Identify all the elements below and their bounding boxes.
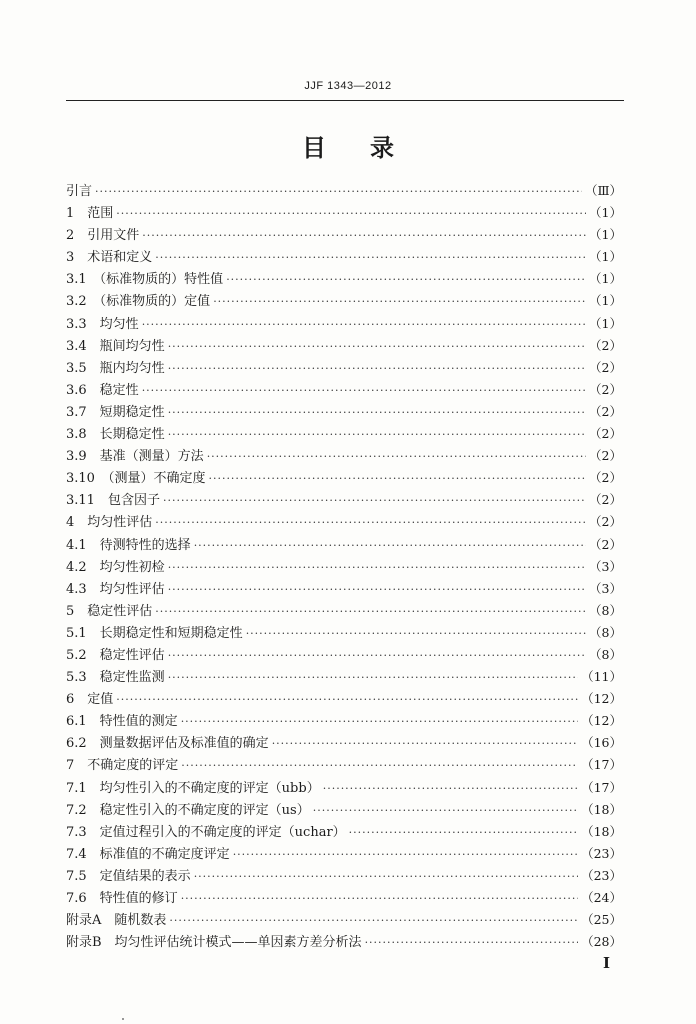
toc-leader-dots xyxy=(365,932,579,954)
toc-entry xyxy=(66,821,622,843)
toc-entry xyxy=(66,556,622,578)
toc-entry xyxy=(66,644,622,666)
toc-entry xyxy=(66,379,622,401)
toc-leader-dots xyxy=(169,910,578,932)
toc-entry xyxy=(66,887,622,909)
toc-entry xyxy=(66,666,622,688)
toc-entry-page: （1） xyxy=(589,271,622,287)
toc-entry xyxy=(66,202,622,224)
header-rule xyxy=(66,100,624,101)
toc-entry xyxy=(66,909,622,931)
toc-entry-title: 7.3 定值过程引入的不确定度的评定（uchar） xyxy=(66,824,346,840)
toc-leader-dots xyxy=(349,822,578,844)
toc-leader-dots xyxy=(168,358,586,380)
toc-entry-page: （28） xyxy=(581,934,622,950)
toc-leader-dots xyxy=(163,490,586,512)
toc-leader-dots xyxy=(168,424,586,446)
toc-entry xyxy=(66,489,622,511)
toc-entry-title: 3.9 基准（测量）方法 xyxy=(66,449,204,465)
toc-leader-dots xyxy=(181,888,578,910)
toc-leader-dots xyxy=(142,225,586,247)
toc-entry-page: （16） xyxy=(581,735,622,751)
toc-entry-title: 3.4 瓶间均匀性 xyxy=(66,338,165,354)
toc-leader-dots xyxy=(194,535,586,557)
toc-entry-page: （1） xyxy=(589,315,622,331)
toc-entry-title: 7.2 稳定性引入的不确定度的评定（us） xyxy=(66,802,310,818)
toc-entry-page: （2） xyxy=(589,536,622,552)
toc-leader-dots xyxy=(313,800,578,822)
page-number: I xyxy=(603,954,611,972)
toc-entry xyxy=(66,622,622,644)
toc-leader-dots xyxy=(155,512,586,534)
toc-entry-title: 7 不确定度的评定 xyxy=(66,758,179,774)
toc-entry-page: （8） xyxy=(589,624,622,640)
toc-entry-page: （2） xyxy=(589,337,622,353)
toc-entry xyxy=(66,290,622,312)
toc-entry-title: 引言 xyxy=(66,184,93,199)
toc-entry-title: 3 术语和定义 xyxy=(66,250,153,266)
toc-entry-page: （12） xyxy=(581,713,622,729)
toc-entry-title: 4.2 均匀性初检 xyxy=(66,559,165,575)
toc-entry-title: 6.1 特性值的测定 xyxy=(66,714,178,730)
toc-entry-title: 6 定值 xyxy=(66,692,114,708)
toc-leader-dots xyxy=(233,844,578,866)
toc-entry-page: （17） xyxy=(581,757,622,773)
toc-entry-title: 3.6 稳定性 xyxy=(66,382,139,398)
toc-entry xyxy=(66,180,622,202)
toc-entry-page: （2） xyxy=(589,492,622,508)
toc-entry-page: （23） xyxy=(581,867,622,883)
toc-entry-page: （24） xyxy=(581,890,622,905)
toc-entry-title: 3.2 （标准物质的）定值 xyxy=(66,294,211,310)
toc-entry xyxy=(66,777,622,799)
toc-entry xyxy=(66,754,622,776)
toc-entry xyxy=(66,732,622,754)
toc-entry-page: （2） xyxy=(589,470,622,486)
toc-entry-page: （2） xyxy=(589,448,622,464)
toc-leader-dots xyxy=(194,866,578,888)
toc-leader-dots xyxy=(168,579,586,601)
toc-entry-title: 2 引用文件 xyxy=(66,228,140,244)
toc-entry xyxy=(66,931,622,953)
toc-entry-page: （11） xyxy=(581,669,622,685)
toc-entry xyxy=(66,865,622,887)
toc-leader-dots xyxy=(168,645,586,667)
toc-entry xyxy=(66,534,622,556)
toc-entry-title: 4 均匀性评估 xyxy=(66,515,153,531)
toc-leader-dots xyxy=(208,468,586,490)
toc-entry-title: 4.1 待测特性的选择 xyxy=(66,537,191,553)
toc-entry-title: 7.4 标准值的不确定度评定 xyxy=(66,846,230,862)
toc-entry-title: 附录B 均匀性评估统计模式——单因素方差分析法 xyxy=(66,935,362,951)
toc-entry-page: （25） xyxy=(581,912,622,928)
toc-leader-dots xyxy=(207,446,586,468)
toc-leader-dots xyxy=(213,291,586,313)
toc-entry xyxy=(66,335,622,357)
toc-entry-page: （1） xyxy=(589,249,622,265)
table-of-contents xyxy=(66,180,622,953)
toc-entry-title: 5 稳定性评估 xyxy=(66,603,153,619)
toc-entry-page: （18） xyxy=(581,823,622,839)
toc-leader-dots xyxy=(168,667,578,689)
toc-entry-page: （2） xyxy=(589,426,622,442)
toc-entry-page: （2） xyxy=(589,403,622,419)
toc-entry xyxy=(66,246,622,268)
document-code: JJF 1343—2012 xyxy=(304,80,392,92)
toc-leader-dots xyxy=(142,314,586,336)
page-title: 目录 xyxy=(302,134,438,162)
toc-leader-dots xyxy=(226,269,586,291)
toc-entry-title: 3.1 （标准物质的）特性值 xyxy=(66,272,224,288)
toc-entry xyxy=(66,843,622,865)
scan-speck xyxy=(122,1018,124,1020)
toc-entry xyxy=(66,467,622,489)
toc-leader-dots xyxy=(168,557,586,579)
toc-entry-title: 7.1 均匀性引入的不确定度的评定（ubb） xyxy=(66,780,320,796)
toc-leader-dots xyxy=(155,247,586,269)
toc-entry xyxy=(66,445,622,467)
toc-entry-title: 5.2 稳定性评估 xyxy=(66,647,165,663)
toc-leader-dots xyxy=(181,711,578,733)
toc-leader-dots xyxy=(142,380,586,402)
toc-entry-title: 6.2 测量数据评估及标准值的确定 xyxy=(66,736,269,752)
toc-entry-title: 5.3 稳定性监测 xyxy=(66,670,165,686)
toc-entry-page: （8） xyxy=(589,602,622,618)
toc-entry-title: 3.11 包含因子 xyxy=(66,493,160,509)
toc-entry-page: （3） xyxy=(589,558,622,574)
toc-leader-dots xyxy=(323,778,578,800)
toc-entry-page: （1） xyxy=(589,293,622,309)
toc-leader-dots xyxy=(168,336,586,358)
toc-entry xyxy=(66,710,622,732)
toc-entry-page: （1） xyxy=(589,205,622,221)
toc-entry-title: 5.1 长期稳定性和短期稳定性 xyxy=(66,625,243,641)
toc-entry-page: （3） xyxy=(589,580,622,596)
toc-entry-page: （12） xyxy=(581,691,622,707)
toc-entry-title: 7.6 特性值的修订 xyxy=(66,891,178,906)
toc-entry xyxy=(66,268,622,290)
toc-entry-page: （23） xyxy=(581,845,622,861)
toc-entry xyxy=(66,799,622,821)
toc-leader-dots xyxy=(168,402,586,424)
toc-entry xyxy=(66,401,622,423)
toc-entry xyxy=(66,578,622,600)
toc-entry-page: （Ⅲ） xyxy=(584,183,622,198)
toc-entry-title: 3.7 短期稳定性 xyxy=(66,404,165,420)
toc-entry xyxy=(66,313,622,335)
toc-leader-dots xyxy=(272,733,578,755)
toc-entry-title: 1 范围 xyxy=(66,206,114,222)
toc-entry-page: （2） xyxy=(589,381,622,397)
toc-entry xyxy=(66,600,622,622)
toc-leader-dots xyxy=(116,203,586,225)
toc-entry-page: （18） xyxy=(581,801,622,817)
toc-entry-title: 3.8 长期稳定性 xyxy=(66,427,165,443)
toc-entry-page: （1） xyxy=(589,227,622,243)
toc-entry xyxy=(66,423,622,445)
toc-leader-dots xyxy=(155,601,586,623)
toc-entry-title: 附录A 随机数表 xyxy=(66,913,167,929)
toc-entry-page: （2） xyxy=(589,514,622,530)
toc-entry xyxy=(66,688,622,710)
toc-entry-page: （2） xyxy=(589,359,622,375)
toc-leader-dots xyxy=(95,181,582,203)
toc-entry-title: 4.3 均匀性评估 xyxy=(66,581,165,597)
toc-entry xyxy=(66,511,622,533)
toc-entry-page: （17） xyxy=(581,779,622,795)
toc-leader-dots xyxy=(246,623,586,645)
toc-leader-dots xyxy=(181,755,578,777)
toc-entry xyxy=(66,357,622,379)
toc-entry-title: 3.3 均匀性 xyxy=(66,316,139,332)
toc-entry-title: 3.10 （测量）不确定度 xyxy=(66,471,206,487)
toc-entry-title: 7.5 定值结果的表示 xyxy=(66,868,191,884)
toc-leader-dots xyxy=(116,689,578,711)
toc-entry-page: （8） xyxy=(589,646,622,662)
toc-entry xyxy=(66,224,622,246)
toc-entry-title: 3.5 瓶内均匀性 xyxy=(66,360,165,376)
